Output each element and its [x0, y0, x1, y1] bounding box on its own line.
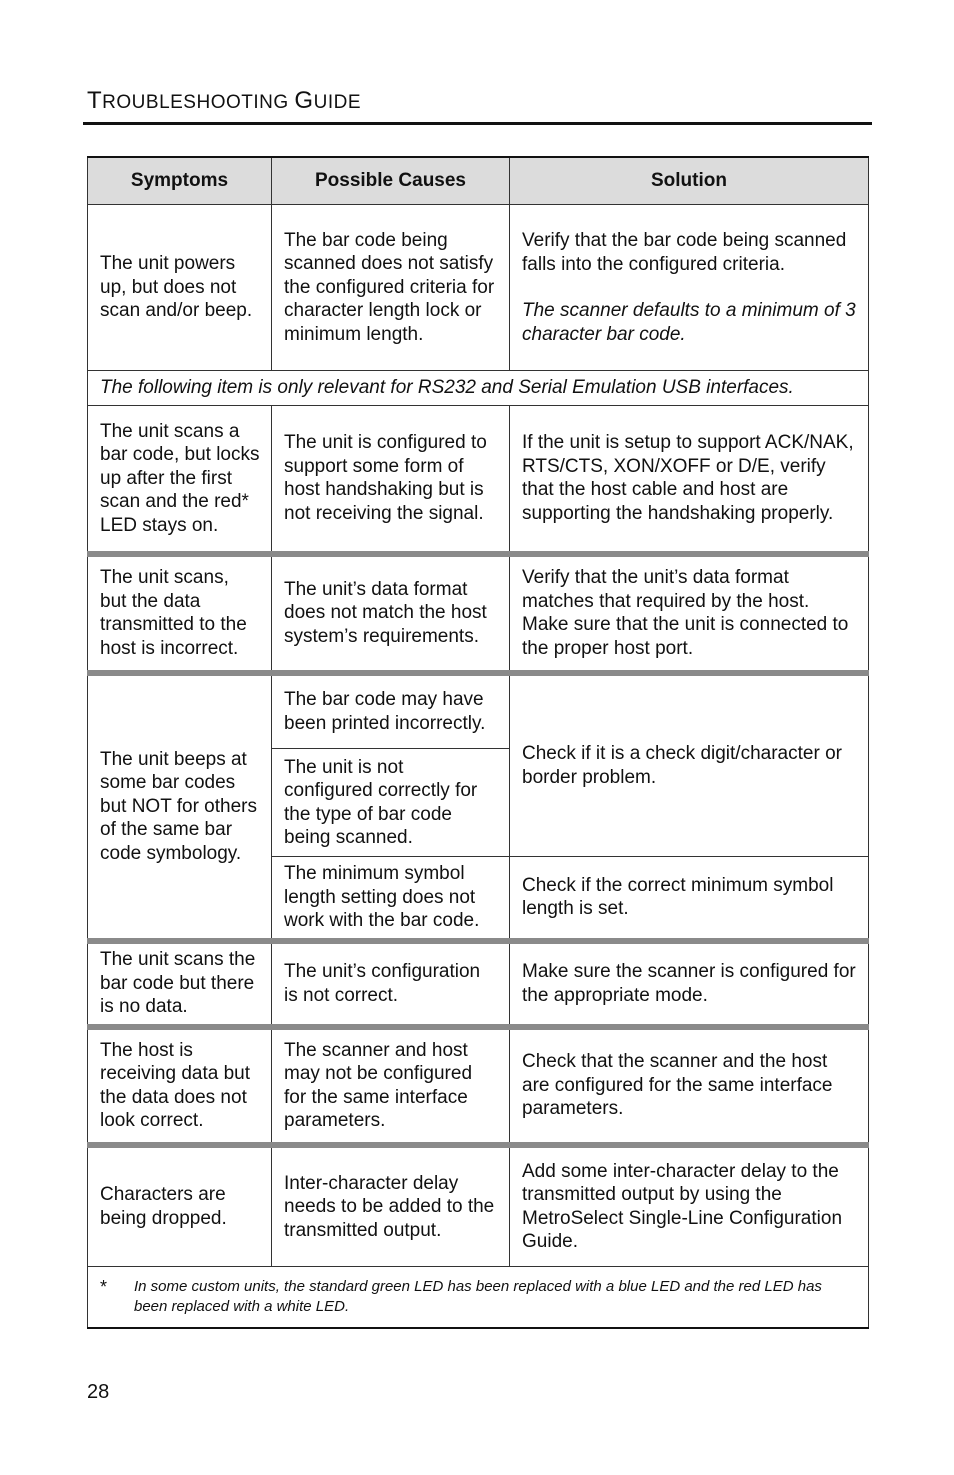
column-header-symptoms: Symptoms [88, 157, 272, 205]
table-row [88, 554, 869, 673]
symptom-cell: The unit powers up, but does not scan and/or beep. [88, 205, 272, 371]
symptom-cell: The unit scans a bar code, but locks up after the first scan and the red* LED stays on. [88, 406, 272, 554]
header-rule [83, 122, 872, 125]
solution-cell: If the unit is setup to support ACK/NAK, RTS/CTS, XON/XOFF or D/E, verify that the host cable and host are supporting the handshaking properly. [510, 406, 869, 554]
cause-cell: The minimum symbol length setting does not work with the bar code. [272, 857, 510, 941]
page-header-title [87, 87, 361, 115]
title-smallcaps-2: UIDE [313, 92, 361, 113]
cause-cell: The unit’s data format does not match the host system’s requirements. [272, 554, 510, 673]
symptom-cell: The host is receiving data but the data does not look correct. [88, 1027, 272, 1145]
table-row [88, 205, 869, 371]
symptom-cell: Characters are being dropped. [88, 1145, 272, 1267]
cause-cell: The unit is configured to support some form of host handshaking but is not receiving the signal. [272, 406, 510, 554]
solution-cell [510, 205, 869, 371]
page-number: 28 [87, 1381, 110, 1403]
table-row [88, 406, 869, 554]
interface-note: The following item is only relevant for RS232 and Serial Emulation USB interfaces. [88, 371, 869, 406]
cause-cell: The bar code being scanned does not satisfy the configured criteria for character length lock or minimum length. [272, 205, 510, 371]
interface-note-row [88, 371, 869, 406]
title-cap-g: G [294, 87, 314, 114]
footnote-cell [88, 1267, 869, 1329]
cause-cell: Inter-character delay needs to be added to the transmitted output. [272, 1145, 510, 1267]
symptom-cell: The unit scans the bar code but there is no data. [88, 941, 272, 1027]
footnote-row [88, 1267, 869, 1329]
table-header-row [88, 157, 869, 205]
cause-cell: The unit is not configured correctly for the type of bar code being scanned. [272, 749, 510, 857]
solution-cell: Add some inter-character delay to the transmitted output by using the MetroSelect Single-Line Configuration Guide. [510, 1145, 869, 1267]
table-row [88, 941, 869, 1027]
footnote-marker: * [100, 1277, 108, 1297]
footnote-text: In some custom units, the standard green LED has been replaced with a blue LED and the red LED has been replaced with a white LED. [134, 1278, 822, 1315]
solution-note: The scanner defaults to a minimum of 3 character bar code. [522, 300, 856, 345]
table-row [88, 1027, 869, 1145]
table-row [88, 673, 869, 749]
cause-cell: The unit’s configuration is not correct. [272, 941, 510, 1027]
title-cap-t: T [87, 87, 103, 114]
table-row [88, 1145, 869, 1267]
symptom-cell: The unit beeps at some bar codes but NOT for others of the same bar code symbology. [88, 673, 272, 941]
troubleshooting-table [87, 156, 869, 1329]
cause-cell: The scanner and host may not be configured for the same interface parameters. [272, 1027, 510, 1145]
solution-cell: Verify that the unit’s data format matches that required by the host. Make sure that the unit is connected to the proper host port. [510, 554, 869, 673]
solution-cell: Check that the scanner and the host are configured for the same interface parameters. [510, 1027, 869, 1145]
column-header-solution: Solution [510, 157, 869, 205]
title-smallcaps-1: ROUBLESHOOTING [102, 92, 295, 113]
solution-cell: Make sure the scanner is configured for the appropriate mode. [510, 941, 869, 1027]
cause-cell: The bar code may have been printed incorrectly. [272, 673, 510, 749]
symptom-cell: The unit scans, but the data transmitted to the host is incorrect. [88, 554, 272, 673]
solution-cell: Check if it is a check digit/character or border problem. [510, 673, 869, 857]
column-header-causes: Possible Causes [272, 157, 510, 205]
solution-text: Verify that the bar code being scanned falls into the configured criteria. [522, 230, 847, 275]
solution-cell: Check if the correct minimum symbol length is set. [510, 857, 869, 941]
